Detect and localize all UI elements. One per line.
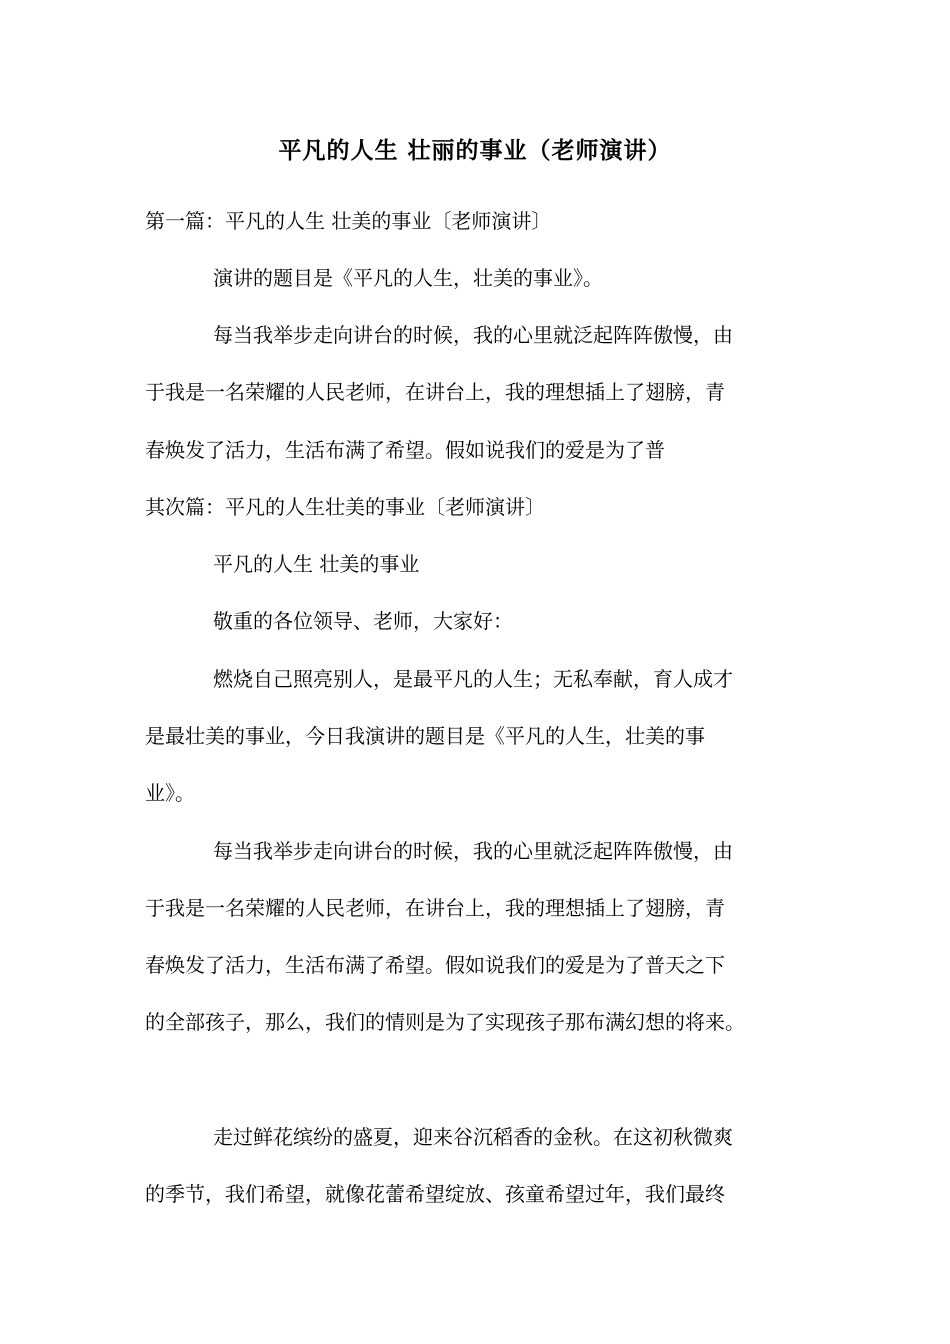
paragraph-line: 演讲的题目是《平凡的人生，壮美的事业》。 xyxy=(213,266,603,290)
paragraph-line: 春焕发了活力，生活布满了希望。假如说我们的爱是为了普 xyxy=(145,438,665,462)
paragraph-line: 每当我举步走向讲台的时候，我的心里就泛起阵阵傲慢，由 xyxy=(213,323,733,347)
section-heading-1: 第一篇：平凡的人生 壮美的事业〔老师演讲〕 xyxy=(145,209,552,233)
paragraph-line: 于我是一名荣耀的人民老师，在讲台上，我的理想插上了翅膀，青 xyxy=(145,896,725,920)
paragraph-line: 于我是一名荣耀的人民老师，在讲台上，我的理想插上了翅膀，青 xyxy=(145,380,725,404)
paragraph-line: 业》。 xyxy=(145,781,195,805)
paragraph-line: 的季节，我们希望，就像花蕾希望绽放、孩童希望过年，我们最终 xyxy=(145,1182,725,1206)
paragraph-line: 燃烧自己照亮别人，是最平凡的人生；无私奉献，育人成才 xyxy=(213,667,733,691)
document-title: 平凡的人生 壮丽的事业（老师演讲） xyxy=(278,137,672,164)
section-heading-2: 其次篇：平凡的人生壮美的事业〔老师演讲〕 xyxy=(145,495,545,519)
paragraph-line: 春焕发了活力，生活布满了希望。假如说我们的爱是为了普天之下 xyxy=(145,953,725,977)
paragraph-line: 走过鲜花缤纷的盛夏，迎来谷沉稻香的金秋。在这初秋微爽 xyxy=(213,1125,733,1149)
paragraph-line: 敬重的各位领导、老师，大家好： xyxy=(213,609,513,633)
paragraph-line: 是最壮美的事业，今日我演讲的题目是《平凡的人生，壮美的事 xyxy=(145,724,705,748)
paragraph-line: 每当我举步走向讲台的时候，我的心里就泛起阵阵傲慢，由 xyxy=(213,839,733,863)
paragraph-line: 的全部孩子，那么，我们的情则是为了实现孩子那布满幻想的将来。 xyxy=(145,1010,745,1034)
paragraph-line: 平凡的人生 壮美的事业 xyxy=(213,552,420,576)
